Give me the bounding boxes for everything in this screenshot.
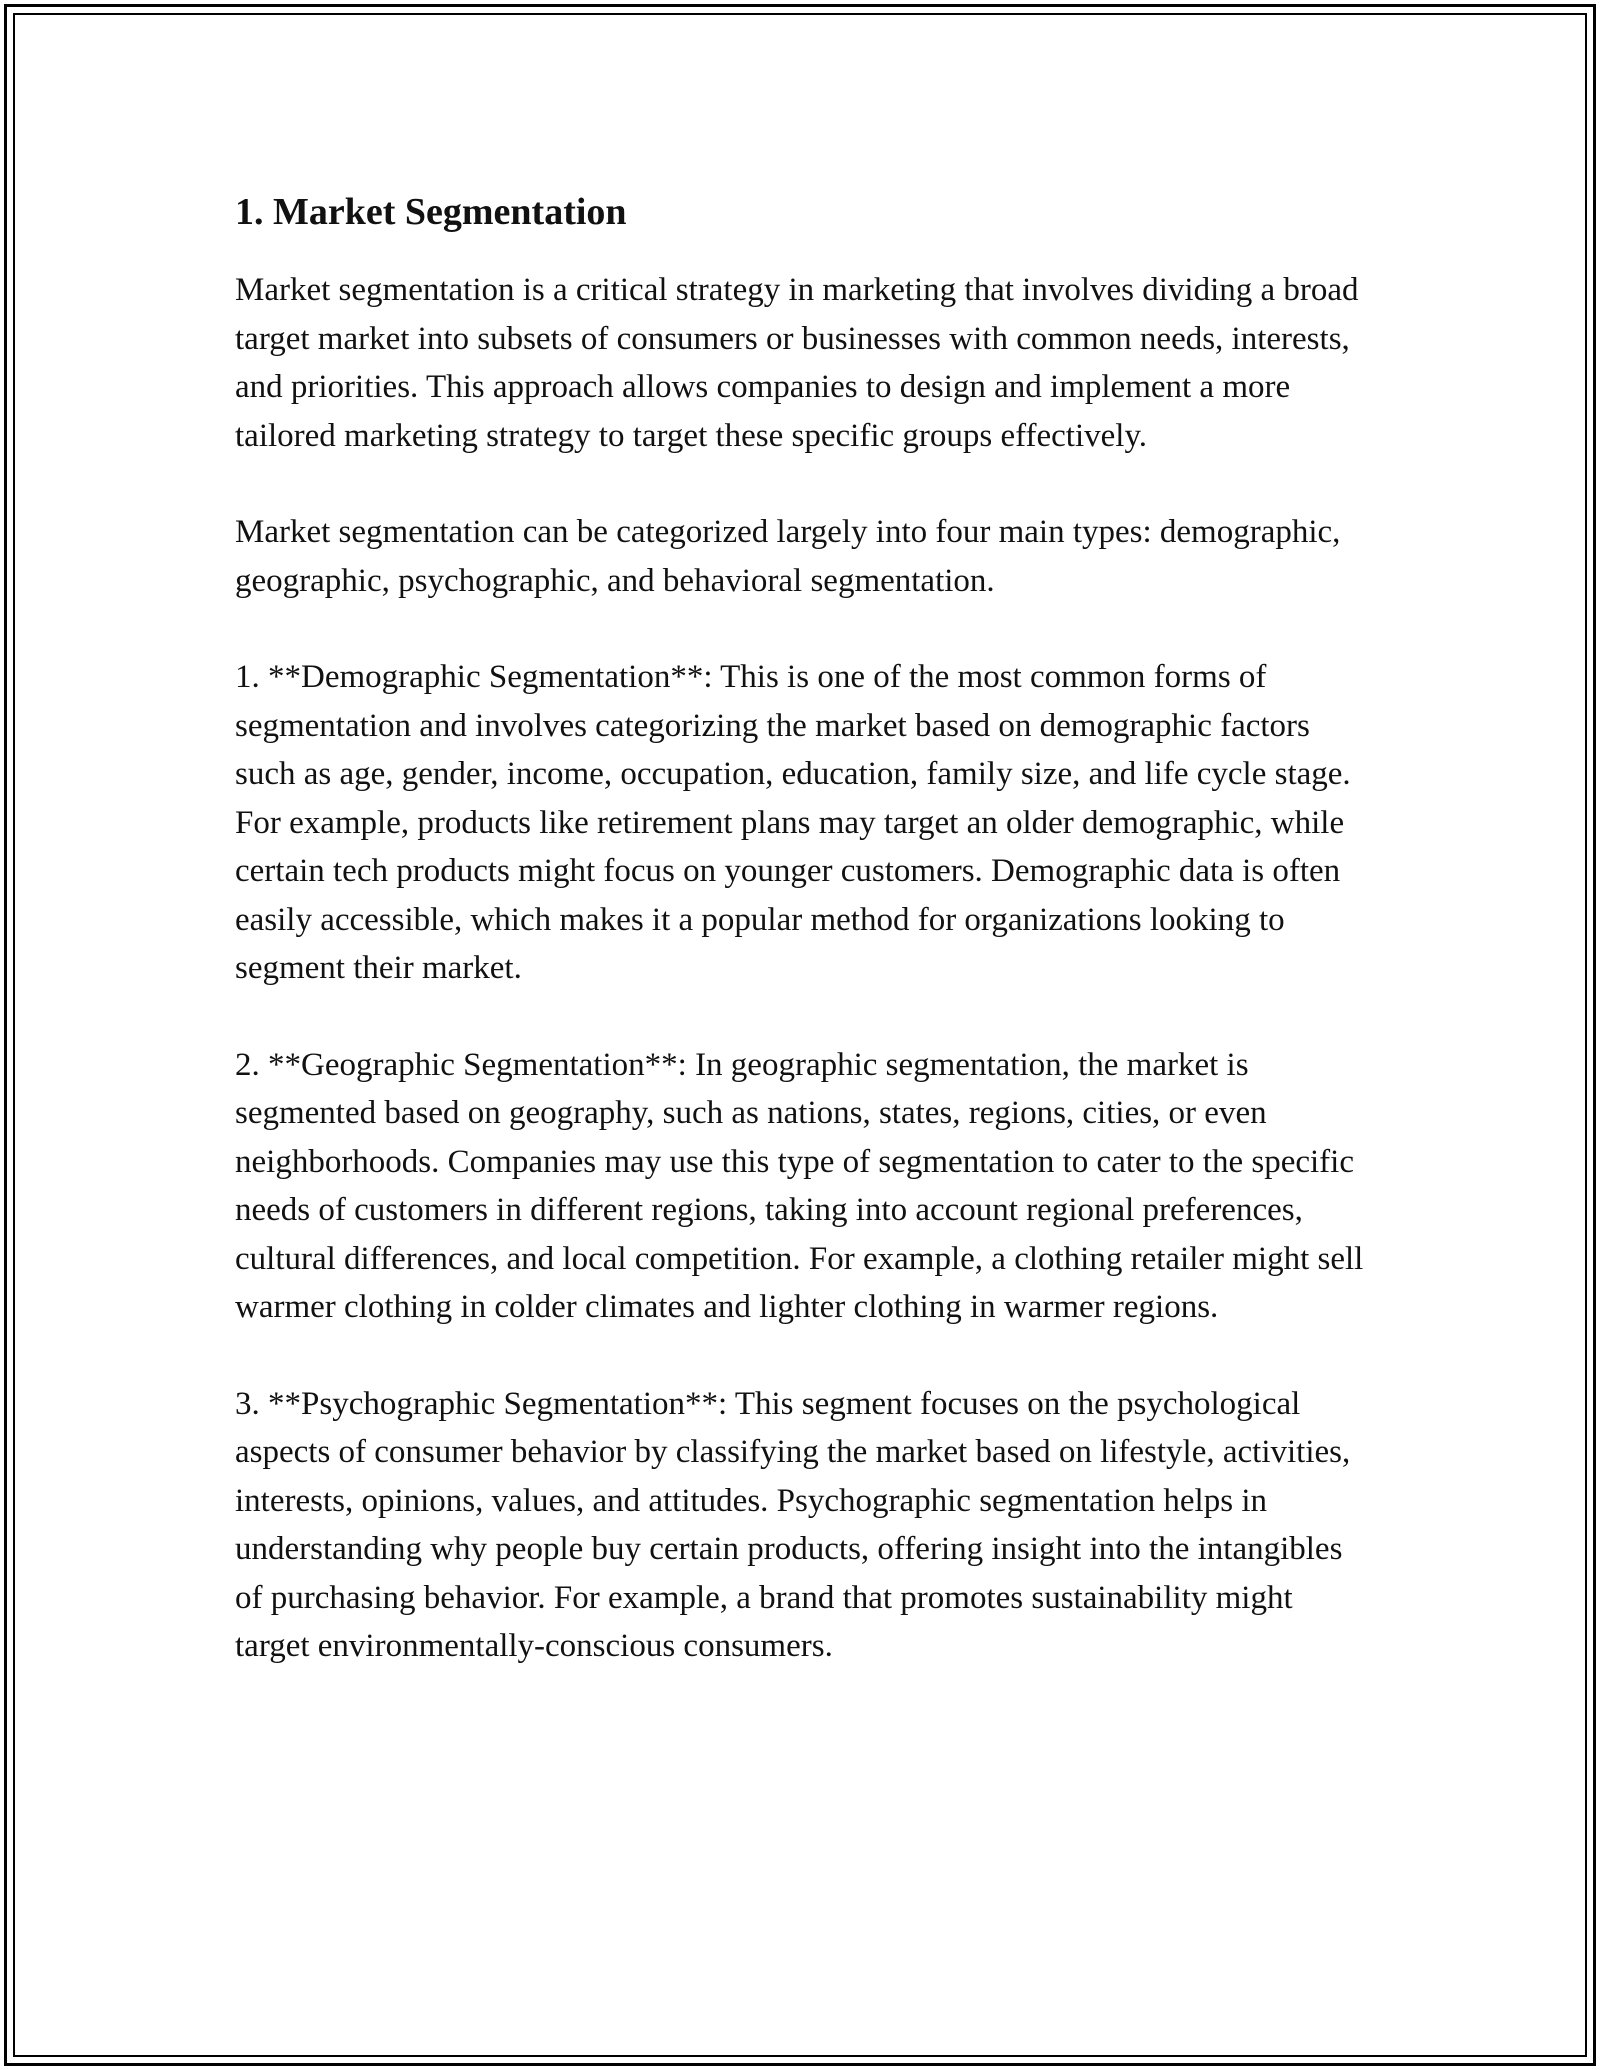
- intro-paragraph: Market segmentation is a critical strategy in marketing that involves dividing a broad target market into subsets of consumers or businesses with common needs, interests, and priorities. This approach allows companies to design and implement a more tailored marketing strategy to target these specific groups effectively.: [235, 272, 1359, 454]
- document-body: [235, 186, 1375, 1719]
- section-heading: 1. Market Segmentation: [235, 191, 627, 233]
- demographic-segmentation-paragraph: 1. **Demographic Segmentation**: This is one of the most common forms of segmentation and involves categorizing the market based on demographic factors such as age, gender, income, occupation, education, family size, and life cycle stage. For example, products like retirement plans may target an older demographic, while certain tech products might focus on younger customers. Demographic data is often easily accessible, which makes it a popular method for organizations looking to segment their market.: [235, 659, 1351, 986]
- geographic-segmentation-paragraph: 2. **Geographic Segmentation**: In geographic segmentation, the market is segmented based on geography, such as nations, states, regions, cities, or even neighborhoods. Companies may use this type of segmentation to cater to the specific needs of customers in different regions, taking into account regional preferences, cultural differences, and local competition. For example, a clothing retailer might sell warmer clothing in colder climates and lighter clothing in warmer regions.: [235, 1046, 1364, 1325]
- psychographic-segmentation-paragraph: 3. **Psychographic Segmentation**: This segment focuses on the psychological aspects of consumer behavior by classifying the market based on lifestyle, activities, interests, opinions, values, and attitudes. Psychographic segmentation helps in understanding why people buy certain products, offering insight into the intangibles of purchasing behavior. For example, a brand that promotes sustainability might target environmentally-conscious consumers.: [235, 1385, 1351, 1664]
- types-overview-paragraph: Market segmentation can be categorized largely into four main types: demographic, geographic, psychographic, and behavioral segmentation.: [235, 514, 1341, 599]
